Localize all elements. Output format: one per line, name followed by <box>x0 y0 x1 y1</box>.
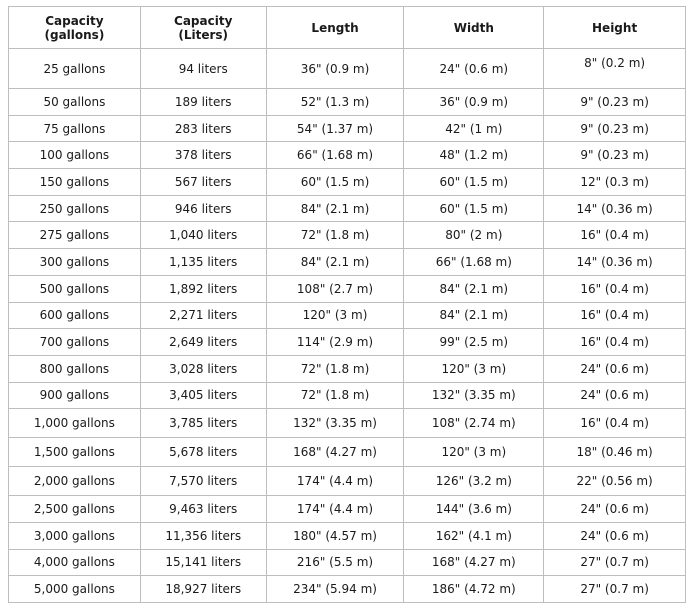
height-cell: 24" (0.6 m) <box>544 496 686 523</box>
header-height: Height <box>544 7 686 49</box>
capacity-liters-cell: 2,649 liters <box>140 329 266 356</box>
capacity-gallons-cell: 250 gallons <box>9 195 141 222</box>
length-cell: 84" (2.1 m) <box>266 249 404 276</box>
width-cell: 99" (2.5 m) <box>404 329 544 356</box>
capacity-gallons-cell: 1,000 gallons <box>9 409 141 438</box>
capacity-gallons-cell: 300 gallons <box>9 249 141 276</box>
capacity-liters-cell: 946 liters <box>140 195 266 222</box>
table-row <box>9 549 686 576</box>
table-row <box>9 409 686 438</box>
width-cell: 168" (4.27 m) <box>404 549 544 576</box>
length-cell: 216" (5.5 m) <box>266 549 404 576</box>
length-cell: 72" (1.8 m) <box>266 222 404 249</box>
capacity-liters-cell: 18,927 liters <box>140 576 266 603</box>
width-cell: 120" (3 m) <box>404 355 544 382</box>
capacity-liters-cell: 1,892 liters <box>140 275 266 302</box>
width-cell: 120" (3 m) <box>404 438 544 467</box>
capacity-liters-cell: 1,040 liters <box>140 222 266 249</box>
length-cell: 72" (1.8 m) <box>266 382 404 409</box>
capacity-liters-cell: 11,356 liters <box>140 522 266 549</box>
capacity-liters-cell: 283 liters <box>140 115 266 142</box>
capacity-liters-cell: 3,405 liters <box>140 382 266 409</box>
height-cell: 27" (0.7 m) <box>544 576 686 603</box>
tank-dimensions-table <box>8 6 686 603</box>
table-row <box>9 355 686 382</box>
capacity-liters-cell: 1,135 liters <box>140 249 266 276</box>
length-cell: 132" (3.35 m) <box>266 409 404 438</box>
height-cell: 12" (0.3 m) <box>544 169 686 196</box>
width-cell: 186" (4.72 m) <box>404 576 544 603</box>
length-cell: 114" (2.9 m) <box>266 329 404 356</box>
width-cell: 162" (4.1 m) <box>404 522 544 549</box>
capacity-gallons-cell: 50 gallons <box>9 89 141 116</box>
height-cell: 9" (0.23 m) <box>544 142 686 169</box>
capacity-liters-cell: 7,570 liters <box>140 467 266 496</box>
width-cell: 80" (2 m) <box>404 222 544 249</box>
capacity-gallons-cell: 5,000 gallons <box>9 576 141 603</box>
capacity-gallons-cell: 4,000 gallons <box>9 549 141 576</box>
length-cell: 36" (0.9 m) <box>266 49 404 89</box>
length-cell: 174" (4.4 m) <box>266 467 404 496</box>
length-cell: 54" (1.37 m) <box>266 115 404 142</box>
width-cell: 42" (1 m) <box>404 115 544 142</box>
table-row <box>9 329 686 356</box>
capacity-gallons-cell: 2,500 gallons <box>9 496 141 523</box>
header-width: Width <box>404 7 544 49</box>
capacity-gallons-cell: 25 gallons <box>9 49 141 89</box>
capacity-gallons-cell: 900 gallons <box>9 382 141 409</box>
table-row <box>9 115 686 142</box>
capacity-liters-cell: 189 liters <box>140 89 266 116</box>
length-cell: 72" (1.8 m) <box>266 355 404 382</box>
header-row <box>9 7 686 49</box>
table-row <box>9 195 686 222</box>
length-cell: 60" (1.5 m) <box>266 169 404 196</box>
width-cell: 24" (0.6 m) <box>404 49 544 89</box>
height-cell: 24" (0.6 m) <box>544 382 686 409</box>
capacity-gallons-cell: 2,000 gallons <box>9 467 141 496</box>
capacity-gallons-cell: 100 gallons <box>9 142 141 169</box>
width-cell: 84" (2.1 m) <box>404 302 544 329</box>
capacity-gallons-cell: 800 gallons <box>9 355 141 382</box>
table-row <box>9 222 686 249</box>
capacity-gallons-cell: 700 gallons <box>9 329 141 356</box>
width-cell: 48" (1.2 m) <box>404 142 544 169</box>
length-cell: 180" (4.57 m) <box>266 522 404 549</box>
width-cell: 60" (1.5 m) <box>404 169 544 196</box>
capacity-liters-cell: 378 liters <box>140 142 266 169</box>
header-capacity-liters: Capacity (Liters) <box>140 7 266 49</box>
height-cell: 16" (0.4 m) <box>544 329 686 356</box>
capacity-liters-cell: 15,141 liters <box>140 549 266 576</box>
height-cell: 22" (0.56 m) <box>544 467 686 496</box>
table-row <box>9 576 686 603</box>
header-length: Length <box>266 7 404 49</box>
capacity-gallons-cell: 600 gallons <box>9 302 141 329</box>
height-cell: 14" (0.36 m) <box>544 249 686 276</box>
header-capacity-gallons: Capacity (gallons) <box>9 7 141 49</box>
table-row <box>9 496 686 523</box>
capacity-liters-cell: 3,028 liters <box>140 355 266 382</box>
width-cell: 126" (3.2 m) <box>404 467 544 496</box>
capacity-liters-cell: 3,785 liters <box>140 409 266 438</box>
width-cell: 36" (0.9 m) <box>404 89 544 116</box>
table-row <box>9 302 686 329</box>
length-cell: 174" (4.4 m) <box>266 496 404 523</box>
capacity-liters-cell: 5,678 liters <box>140 438 266 467</box>
table-row <box>9 89 686 116</box>
table-body <box>9 49 686 603</box>
width-cell: 108" (2.74 m) <box>404 409 544 438</box>
capacity-liters-cell: 9,463 liters <box>140 496 266 523</box>
height-cell: 24" (0.6 m) <box>544 355 686 382</box>
capacity-gallons-cell: 3,000 gallons <box>9 522 141 549</box>
table-row <box>9 438 686 467</box>
capacity-gallons-cell: 275 gallons <box>9 222 141 249</box>
capacity-liters-cell: 94 liters <box>140 49 266 89</box>
capacity-gallons-cell: 150 gallons <box>9 169 141 196</box>
height-cell: 16" (0.4 m) <box>544 409 686 438</box>
length-cell: 52" (1.3 m) <box>266 89 404 116</box>
length-cell: 66" (1.68 m) <box>266 142 404 169</box>
length-cell: 108" (2.7 m) <box>266 275 404 302</box>
capacity-liters-cell: 2,271 liters <box>140 302 266 329</box>
table-row <box>9 249 686 276</box>
height-cell: 9" (0.23 m) <box>544 115 686 142</box>
capacity-gallons-cell: 1,500 gallons <box>9 438 141 467</box>
table-row <box>9 382 686 409</box>
table-row <box>9 522 686 549</box>
width-cell: 144" (3.6 m) <box>404 496 544 523</box>
table-row <box>9 49 686 89</box>
width-cell: 84" (2.1 m) <box>404 275 544 302</box>
length-cell: 84" (2.1 m) <box>266 195 404 222</box>
height-cell: 9" (0.23 m) <box>544 89 686 116</box>
height-cell: 16" (0.4 m) <box>544 302 686 329</box>
length-cell: 234" (5.94 m) <box>266 576 404 603</box>
height-cell: 14" (0.36 m) <box>544 195 686 222</box>
length-cell: 120" (3 m) <box>266 302 404 329</box>
height-cell: 8" (0.2 m) <box>544 49 686 89</box>
capacity-gallons-cell: 75 gallons <box>9 115 141 142</box>
width-cell: 132" (3.35 m) <box>404 382 544 409</box>
table-row <box>9 169 686 196</box>
height-cell: 27" (0.7 m) <box>544 549 686 576</box>
height-cell: 24" (0.6 m) <box>544 522 686 549</box>
height-cell: 16" (0.4 m) <box>544 275 686 302</box>
table-row <box>9 467 686 496</box>
table-row <box>9 142 686 169</box>
table-row <box>9 275 686 302</box>
height-cell: 16" (0.4 m) <box>544 222 686 249</box>
capacity-gallons-cell: 500 gallons <box>9 275 141 302</box>
width-cell: 66" (1.68 m) <box>404 249 544 276</box>
height-cell: 18" (0.46 m) <box>544 438 686 467</box>
length-cell: 168" (4.27 m) <box>266 438 404 467</box>
width-cell: 60" (1.5 m) <box>404 195 544 222</box>
capacity-liters-cell: 567 liters <box>140 169 266 196</box>
